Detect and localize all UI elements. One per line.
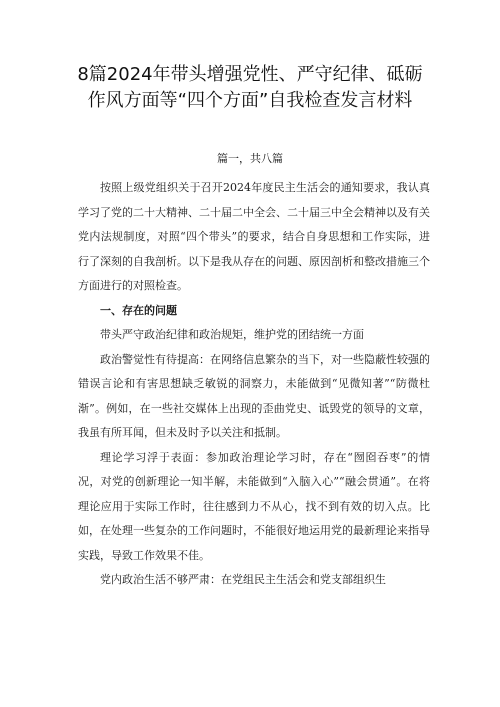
document-subtitle: 篇一，共八篇 bbox=[217, 152, 283, 165]
document-title: 8篇2024年带头增强党性、严守纪律、砥砺作风方面等“四个方面”自我检查发言材料 bbox=[77, 64, 423, 111]
body-paragraph: 党内政治生活不够严肃：在党组民主生活会和党支部组织生 bbox=[100, 573, 386, 586]
document-body bbox=[78, 176, 430, 593]
intro-paragraph: 按照上级党组织关于召开2024年度民主生活会的通知要求，我认真学习了党的二十大精神、二十届二中全会、二十届三中全会精神以及有关党内法规制度，对照“四个带头”的要求，结合自身思想和工作实际，进行了深刻的自我剖析。以下是我从存在的问题、原因剖析和整改措施三个方面进行的对照检查。 bbox=[78, 181, 430, 292]
body-paragraph: 政治警觉性有待提高：在网络信息繁杂的当下，对一些隐蔽性较强的错误言论和有害思想缺乏敏锐的洞察力，未能做到“见微知著”“防微杜渐”。例如，在一些社交媒体上出现的歪曲党史、诋毁党的领导的文章，我虽有所耳闻，但未及时予以关注和抵制。 bbox=[78, 352, 430, 439]
section-heading: 一、存在的问题 bbox=[100, 303, 177, 317]
body-paragraph: 理论学习浮于表面：参加政治理论学习时，存在“囫囵吞枣”的情况，对党的创新理论一知半解，未能做到“入脑入心”“融会贯通”。在将理论应用于实际工作时，往往感到力不从心，找不到有效的切入点。比如，在处理一些复杂的工作问题时，不能很好地运用党的最新理论来指导实践，导致工作效果不佳。 bbox=[78, 450, 430, 562]
subsection-heading: 带头严守政治纪律和政治规矩，维护党的团结统一方面 bbox=[100, 328, 364, 341]
